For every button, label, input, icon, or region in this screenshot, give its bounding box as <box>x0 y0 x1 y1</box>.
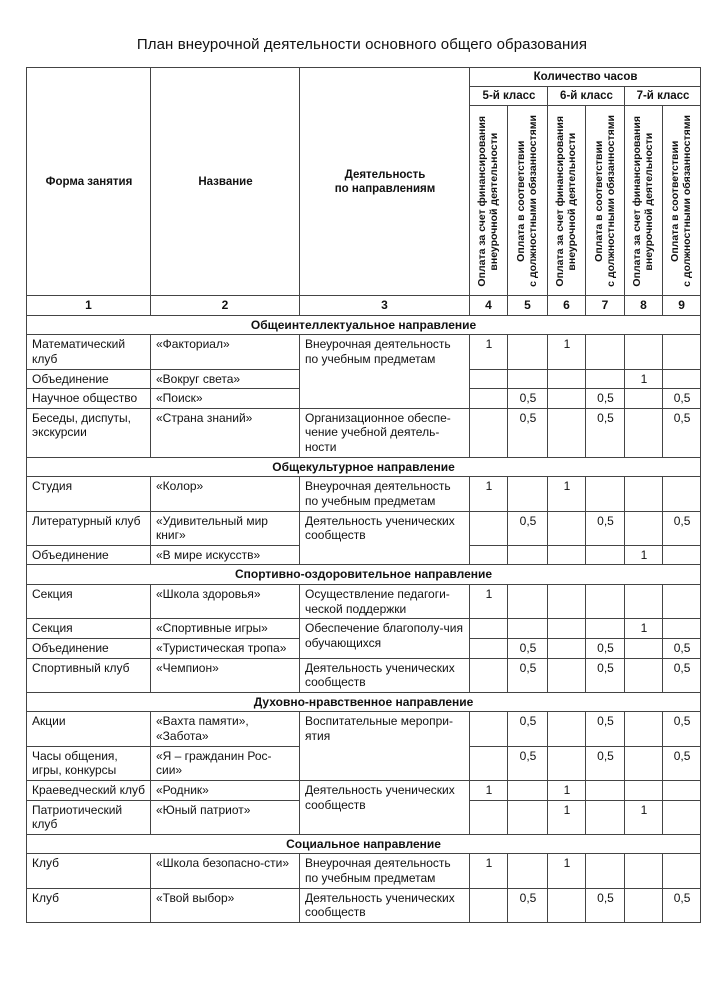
section-row <box>27 457 701 477</box>
col-number: 2 <box>151 296 300 316</box>
column-number-row <box>27 296 701 316</box>
cell-hours <box>470 389 508 409</box>
section-title: Общекультурное направление <box>27 457 701 477</box>
cell-hours <box>625 477 663 511</box>
cell-hours <box>586 369 625 389</box>
cell-hours <box>625 888 663 922</box>
cell-hours <box>625 638 663 658</box>
cell-hours: 1 <box>548 854 586 888</box>
cell-activity: Деятельность ученических сообществ <box>300 511 470 565</box>
header-pay-duties-5: Оплата в соответствии с должностными обязанностями <box>515 115 540 287</box>
header-grade-5: 5-й класс <box>470 87 548 106</box>
cell-name: «Вокруг света» <box>151 369 300 389</box>
cell-hours: 0,5 <box>586 511 625 545</box>
section-row <box>27 315 701 335</box>
col-number: 7 <box>586 296 625 316</box>
cell-hours: 0,5 <box>508 638 548 658</box>
cell-hours <box>625 408 663 457</box>
cell-hours <box>508 477 548 511</box>
cell-name: «Чемпион» <box>151 658 300 692</box>
cell-hours <box>470 511 508 545</box>
cell-hours: 0,5 <box>508 389 548 409</box>
cell-hours: 0,5 <box>508 511 548 545</box>
header-grade-7: 7-й класс <box>625 87 701 106</box>
cell-hours <box>586 800 625 834</box>
cell-hours: 0,5 <box>663 389 701 409</box>
cell-hours <box>548 619 586 639</box>
cell-name: «Туристическая тропа» <box>151 638 300 658</box>
header-pay-funding-5: Оплата за счет финансирования внеурочной деятельности <box>476 115 501 287</box>
section-title: Духовно-нравственное направление <box>27 692 701 712</box>
cell-form: Секция <box>27 619 151 639</box>
cell-name: «Колор» <box>151 477 300 511</box>
cell-form: Клуб <box>27 888 151 922</box>
cell-name: «Удивительный мир книг» <box>151 511 300 545</box>
cell-name: «Школа здоровья» <box>151 585 300 619</box>
cell-hours <box>663 335 701 369</box>
cell-activity: Воспитательные меропри-ятия <box>300 712 470 781</box>
cell-name: «Поиск» <box>151 389 300 409</box>
table-row <box>27 888 701 922</box>
cell-hours: 1 <box>548 477 586 511</box>
cell-hours <box>470 888 508 922</box>
cell-hours <box>625 585 663 619</box>
cell-name: «Факториал» <box>151 335 300 369</box>
cell-activity: Внеурочная деятельность по учебным предметам <box>300 335 470 409</box>
cell-hours: 1 <box>625 619 663 639</box>
table-row <box>27 408 701 457</box>
cell-form: Часы общения, игры, конкурсы <box>27 746 151 780</box>
cell-hours <box>586 477 625 511</box>
cell-hours <box>625 712 663 746</box>
section-row <box>27 692 701 712</box>
cell-hours: 0,5 <box>663 888 701 922</box>
cell-hours: 0,5 <box>508 888 548 922</box>
cell-activity: Организационное обеспе-чение учебной деятель-ности <box>300 408 470 457</box>
cell-name: «Вахта памяти», «Забота» <box>151 712 300 746</box>
table-row <box>27 619 701 639</box>
cell-hours <box>548 585 586 619</box>
cell-hours: 0,5 <box>508 408 548 457</box>
cell-hours: 0,5 <box>663 408 701 457</box>
section-row <box>27 565 701 585</box>
cell-hours: 0,5 <box>508 712 548 746</box>
cell-name: «Твой выбор» <box>151 888 300 922</box>
cell-form: Математический клуб <box>27 335 151 369</box>
table-row <box>27 511 701 545</box>
cell-hours: 0,5 <box>586 638 625 658</box>
cell-hours: 0,5 <box>586 712 625 746</box>
cell-hours: 0,5 <box>663 712 701 746</box>
col-number: 5 <box>508 296 548 316</box>
cell-hours <box>663 545 701 565</box>
cell-hours: 0,5 <box>508 746 548 780</box>
cell-activity: Деятельность ученических сообществ <box>300 888 470 922</box>
cell-form: Беседы, диспуты, экскурсии <box>27 408 151 457</box>
cell-hours: 1 <box>548 335 586 369</box>
cell-name: «Школа безопасно-сти» <box>151 854 300 888</box>
cell-hours <box>663 800 701 834</box>
header-pay-funding-7: Оплата за счет финансирования внеурочной деятельности <box>631 115 656 287</box>
cell-hours <box>470 658 508 692</box>
cell-hours: 1 <box>548 800 586 834</box>
header-name: Название <box>151 68 300 296</box>
section-title: Общеинтеллектуальное направление <box>27 315 701 335</box>
cell-hours <box>663 369 701 389</box>
cell-hours: 0,5 <box>663 658 701 692</box>
cell-hours <box>470 746 508 780</box>
table-row <box>27 854 701 888</box>
extracurricular-plan-table <box>26 67 701 923</box>
cell-form: Объединение <box>27 545 151 565</box>
cell-hours: 1 <box>470 854 508 888</box>
cell-hours: 1 <box>470 780 508 800</box>
cell-hours <box>548 389 586 409</box>
cell-form: Научное общество <box>27 389 151 409</box>
cell-activity: Внеурочная деятельность по учебным предметам <box>300 854 470 888</box>
cell-activity: Обеспечение благополу-чия обучающихся <box>300 619 470 658</box>
cell-hours <box>508 854 548 888</box>
cell-hours <box>663 477 701 511</box>
cell-hours <box>548 511 586 545</box>
cell-hours <box>470 800 508 834</box>
cell-hours <box>470 712 508 746</box>
cell-hours <box>470 408 508 457</box>
cell-form: Краеведческий клуб <box>27 780 151 800</box>
cell-name: «Юный патриот» <box>151 800 300 834</box>
cell-activity: Деятельность ученических сообществ <box>300 658 470 692</box>
cell-hours: 1 <box>470 477 508 511</box>
cell-activity: Осуществление педагоги-ческой поддержки <box>300 585 470 619</box>
cell-hours <box>470 638 508 658</box>
cell-hours: 0,5 <box>663 511 701 545</box>
cell-form: Студия <box>27 477 151 511</box>
cell-form: Объединение <box>27 369 151 389</box>
cell-hours: 1 <box>548 780 586 800</box>
cell-hours <box>663 585 701 619</box>
header-pay-duties-6: Оплата в соответствии с должностными обязанностями <box>592 115 617 287</box>
cell-hours <box>548 545 586 565</box>
cell-hours <box>586 545 625 565</box>
section-row <box>27 834 701 854</box>
cell-hours: 0,5 <box>586 408 625 457</box>
cell-hours <box>663 619 701 639</box>
section-title: Спортивно-оздоровительное направление <box>27 565 701 585</box>
cell-hours: 0,5 <box>508 658 548 692</box>
cell-form: Объединение <box>27 638 151 658</box>
header-activity: Деятельность по направлениям <box>300 68 470 296</box>
col-number: 9 <box>663 296 701 316</box>
cell-hours <box>508 369 548 389</box>
cell-hours <box>508 335 548 369</box>
table-row <box>27 477 701 511</box>
cell-hours: 1 <box>625 800 663 834</box>
cell-hours: 1 <box>625 545 663 565</box>
cell-hours <box>625 511 663 545</box>
header-grade-6: 6-й класс <box>548 87 625 106</box>
col-number: 3 <box>300 296 470 316</box>
cell-form: Литературный клуб <box>27 511 151 545</box>
cell-form: Патриотический клуб <box>27 800 151 834</box>
page-title: План внеурочной деятельности основного общего образования <box>136 36 588 53</box>
cell-hours <box>625 335 663 369</box>
cell-form: Клуб <box>27 854 151 888</box>
cell-name: «Я – гражданин Рос-сии» <box>151 746 300 780</box>
header-form: Форма занятия <box>27 68 151 296</box>
cell-hours <box>548 746 586 780</box>
cell-hours: 0,5 <box>586 389 625 409</box>
cell-hours <box>470 545 508 565</box>
cell-hours <box>625 389 663 409</box>
cell-name: «Родник» <box>151 780 300 800</box>
table-row <box>27 712 701 746</box>
cell-activity: Деятельность ученических сообществ <box>300 780 470 834</box>
cell-hours <box>508 780 548 800</box>
table-row <box>27 780 701 800</box>
cell-name: «Спортивные игры» <box>151 619 300 639</box>
cell-hours: 0,5 <box>586 888 625 922</box>
cell-hours <box>508 619 548 639</box>
cell-hours <box>508 585 548 619</box>
cell-form: Акции <box>27 712 151 746</box>
col-number: 4 <box>470 296 508 316</box>
cell-hours <box>548 638 586 658</box>
cell-hours <box>663 854 701 888</box>
table-row <box>27 585 701 619</box>
cell-hours <box>625 780 663 800</box>
header-pay-funding-6: Оплата за счет финансирования внеурочной деятельности <box>554 115 579 287</box>
cell-hours: 0,5 <box>586 746 625 780</box>
cell-hours: 1 <box>470 585 508 619</box>
cell-hours: 0,5 <box>663 746 701 780</box>
table-row <box>27 658 701 692</box>
cell-hours <box>508 545 548 565</box>
cell-hours <box>470 619 508 639</box>
cell-hours: 0,5 <box>586 658 625 692</box>
cell-hours <box>586 585 625 619</box>
cell-form: Секция <box>27 585 151 619</box>
cell-hours <box>586 854 625 888</box>
cell-hours <box>548 408 586 457</box>
header-pay-duties-7: Оплата в соответствии с должностными обязанностями <box>669 115 694 287</box>
cell-hours <box>625 854 663 888</box>
cell-hours <box>586 780 625 800</box>
cell-hours: 1 <box>625 369 663 389</box>
cell-hours <box>508 800 548 834</box>
cell-hours <box>586 335 625 369</box>
cell-hours <box>625 746 663 780</box>
col-number: 8 <box>625 296 663 316</box>
col-number: 1 <box>27 296 151 316</box>
cell-hours <box>548 712 586 746</box>
cell-hours <box>586 619 625 639</box>
cell-activity: Внеурочная деятельность по учебным предметам <box>300 477 470 511</box>
cell-name: «Страна знаний» <box>151 408 300 457</box>
section-title: Социальное направление <box>27 834 701 854</box>
cell-hours: 1 <box>470 335 508 369</box>
table-row <box>27 335 701 369</box>
cell-hours <box>470 369 508 389</box>
col-number: 6 <box>548 296 586 316</box>
cell-hours <box>548 369 586 389</box>
header-hours: Количество часов <box>470 68 701 87</box>
cell-form: Спортивный клуб <box>27 658 151 692</box>
cell-hours <box>548 888 586 922</box>
cell-name: «В мире искусств» <box>151 545 300 565</box>
cell-hours <box>548 658 586 692</box>
cell-hours <box>625 658 663 692</box>
cell-hours: 0,5 <box>663 638 701 658</box>
cell-hours <box>663 780 701 800</box>
